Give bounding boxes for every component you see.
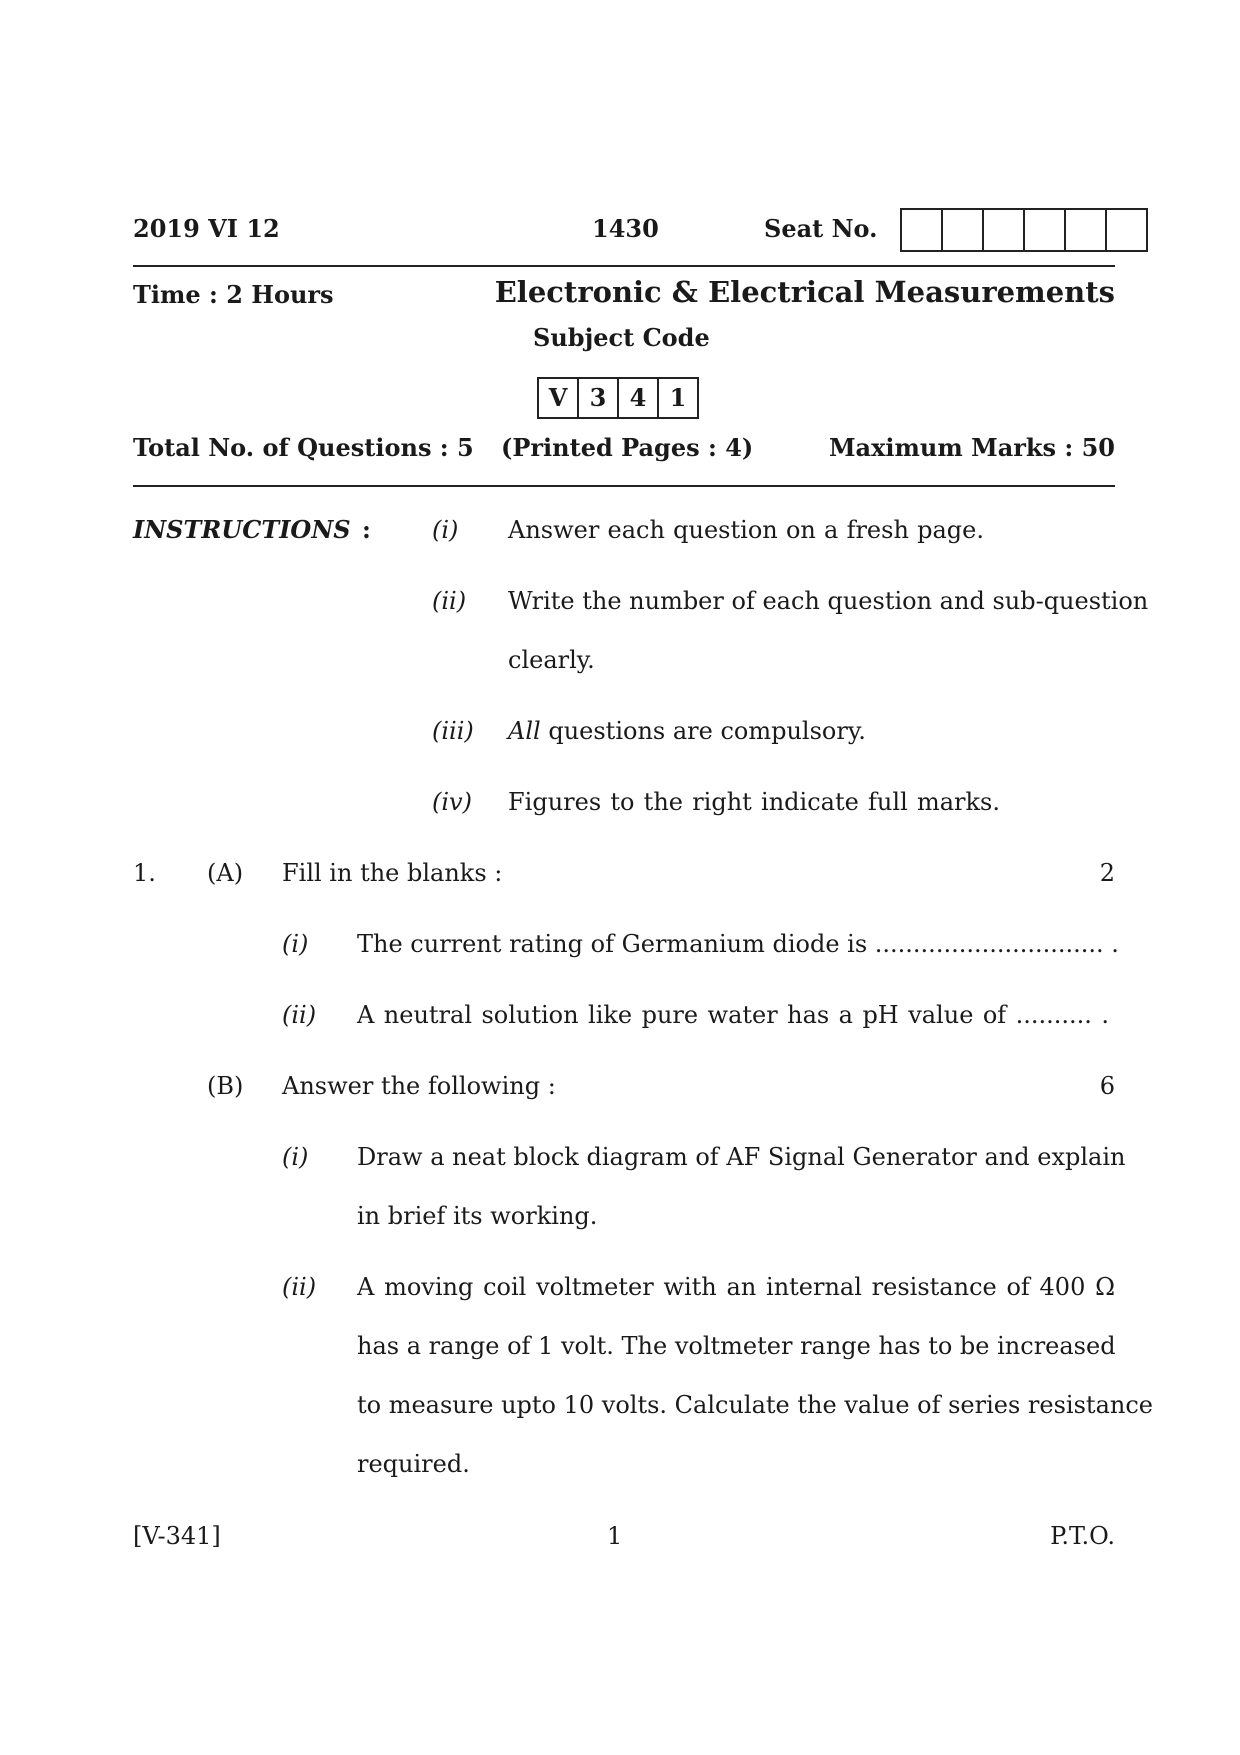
top-divider [133,265,1115,267]
part-label: (A) [207,859,244,887]
instruction-rest: questions are compulsory. [548,717,866,745]
seat-number-boxes[interactable] [900,208,1148,252]
item-number: (ii) [282,1001,317,1029]
subject-code-char: 4 [619,379,659,417]
maximum-marks: Maximum Marks : 50 [828,433,1115,462]
instruction-emphasis: All [508,717,541,745]
subject-code-boxes [537,377,699,419]
instructions-colon: : [362,515,371,544]
printed-pages: (Printed Pages : 4) [501,433,754,462]
info-divider [133,485,1115,487]
item-text: Draw a neat block diagram of AF Signal Generator and explain [357,1143,1126,1171]
item-text: to measure upto 10 volts. Calculate the value of series resistance [357,1391,1153,1419]
subject-code-char: 3 [579,379,619,417]
question-number: 1. [133,859,156,887]
item-text: A neutral solution like pure water has a pH value of .......... . [357,1001,1109,1029]
seat-box[interactable] [984,210,1025,250]
instruction-text: Write the number of each question and sub-question [508,587,1149,615]
item-text: The current rating of Germanium diode is .............................. . [357,930,1119,958]
subject-code-char: 1 [669,383,687,412]
seat-box[interactable] [943,210,984,250]
seat-label: Seat No. [764,214,878,243]
part-marks: 6 [1099,1072,1115,1100]
total-questions: Total No. of Questions : 5 [133,433,474,462]
part-marks: 2 [1099,859,1115,887]
instruction-text: clearly. [508,646,595,674]
footer-code: [V-341] [133,1522,221,1550]
exam-code: 2019 VI 12 [133,214,280,243]
please-turn-over: P.T.O. [1050,1522,1115,1550]
instruction-number: (ii) [432,587,467,615]
time-allowed: Time : 2 Hours [133,280,334,309]
instruction-text [508,717,866,745]
item-number: (i) [282,930,309,958]
seat-box[interactable] [1066,210,1107,250]
item-number: (i) [282,1143,309,1171]
instruction-number: (iii) [432,717,474,745]
item-text: A moving coil voltmeter with an internal resistance of 400 Ω [357,1273,1115,1301]
item-text: required. [357,1450,470,1478]
item-text: in brief its working. [357,1202,598,1230]
instruction-number: (iv) [432,788,472,816]
instruction-text: Figures to the right indicate full marks. [508,788,1000,816]
page-number: 1 [607,1522,623,1550]
seat-box[interactable] [902,210,943,250]
seat-box[interactable] [1025,210,1066,250]
subject-code-label: Subject Code [533,323,710,352]
subject-code-char: V [539,379,579,417]
instruction-number: (i) [432,516,459,544]
paper-number: 1430 [592,214,659,243]
instruction-text: Answer each question on a fresh page. [508,516,984,544]
seat-box[interactable] [1107,210,1146,250]
item-text: has a range of 1 volt. The voltmeter range has to be increased [357,1332,1116,1360]
part-heading: Fill in the blanks : [282,859,503,887]
instructions-label: INSTRUCTIONS [133,515,351,544]
part-heading: Answer the following : [282,1072,556,1100]
item-number: (ii) [282,1273,317,1301]
subject-title: Electronic & Electrical Measurements [494,275,1115,309]
part-label: (B) [207,1072,244,1100]
